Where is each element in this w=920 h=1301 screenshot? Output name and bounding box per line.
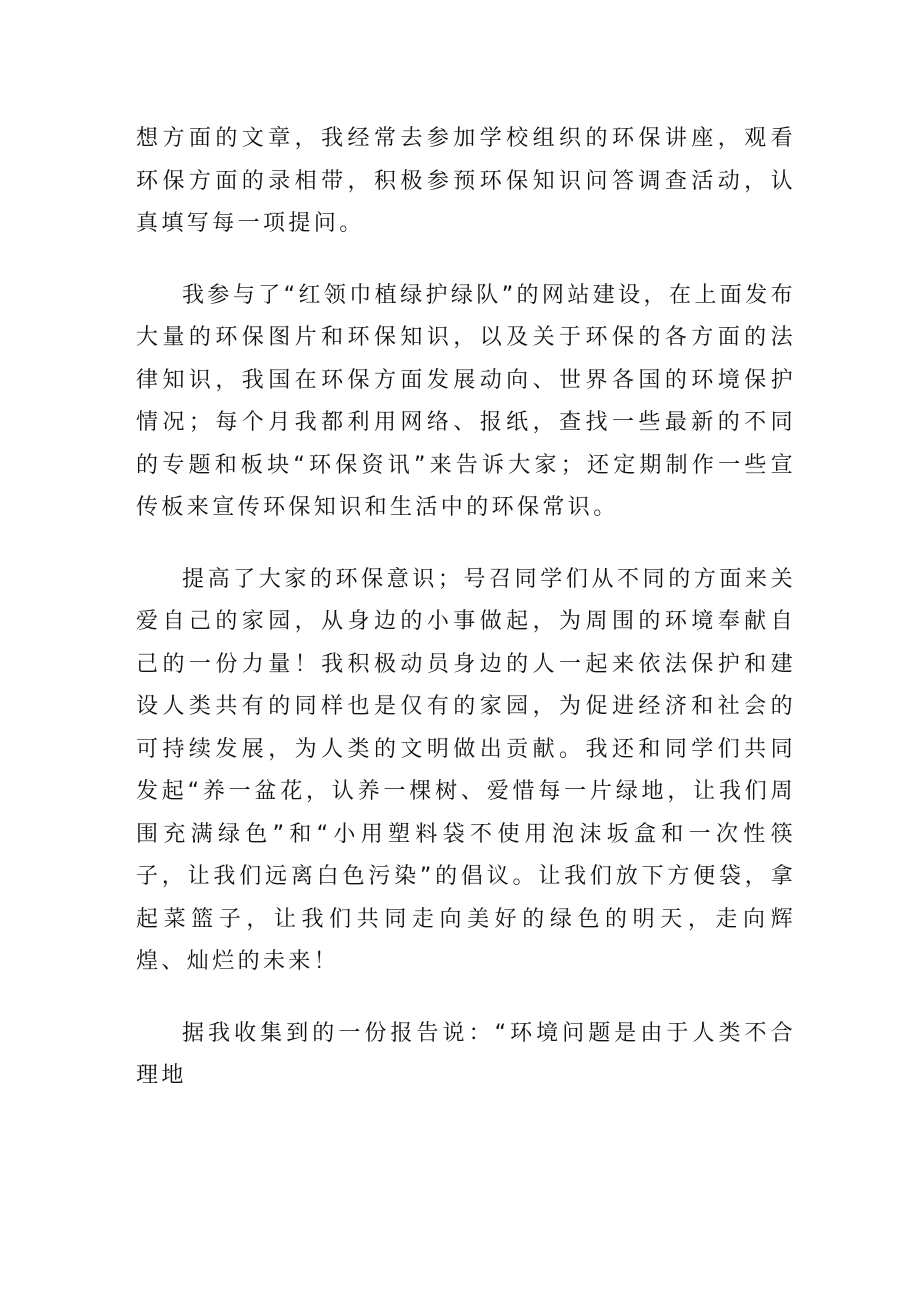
paragraph-1: 想方面的文章，我经常去参加学校组织的环保讲座，观看环保方面的录相带，积极参预环保知识问答调查活动，认真填写每一项提问。	[136, 126, 796, 236]
paragraph-4: 据我收集到的一份报告说：“环境问题是由于人类不合理地	[136, 1020, 796, 1088]
document-body	[136, 118, 796, 1127]
paragraph-3: 提高了大家的环保意识；号召同学们从不同的方面来关爱自己的家园，从身边的小事做起，为周围的环境奉献自己的一份力量！我积极动员身边的人一起来依法保护和建设人类共有的同样也是仅有的家园，为促进经济和社会的可持续发展，为人类的文明做出贡献。我还和同学们共同发起“养一盆花，认养一棵树、爱惜每一片绿地，让我们周围充满绿色”和“小用塑料袋不使用泡沫坂盒和一次性筷子，让我们远离白色污染”的倡议。让我们放下方便袋，拿起菜篮子，让我们共同走向美好的绿色的明天，走向辉煌、灿烂的未来！	[136, 566, 796, 974]
paragraph-2: 我参与了“红领巾植绿护绿队”的网站建设，在上面发布大量的环保图片和环保知识，以及关于环保的各方面的法律知识，我国在环保方面发展动向、世界各国的环境保护情况；每个月我都利用网络、报纸，查找一些最新的不同的专题和板块“环保资讯”来告诉大家；还定期制作一些宣传板来宣传环保知识和生活中的环保常识。	[136, 282, 796, 520]
